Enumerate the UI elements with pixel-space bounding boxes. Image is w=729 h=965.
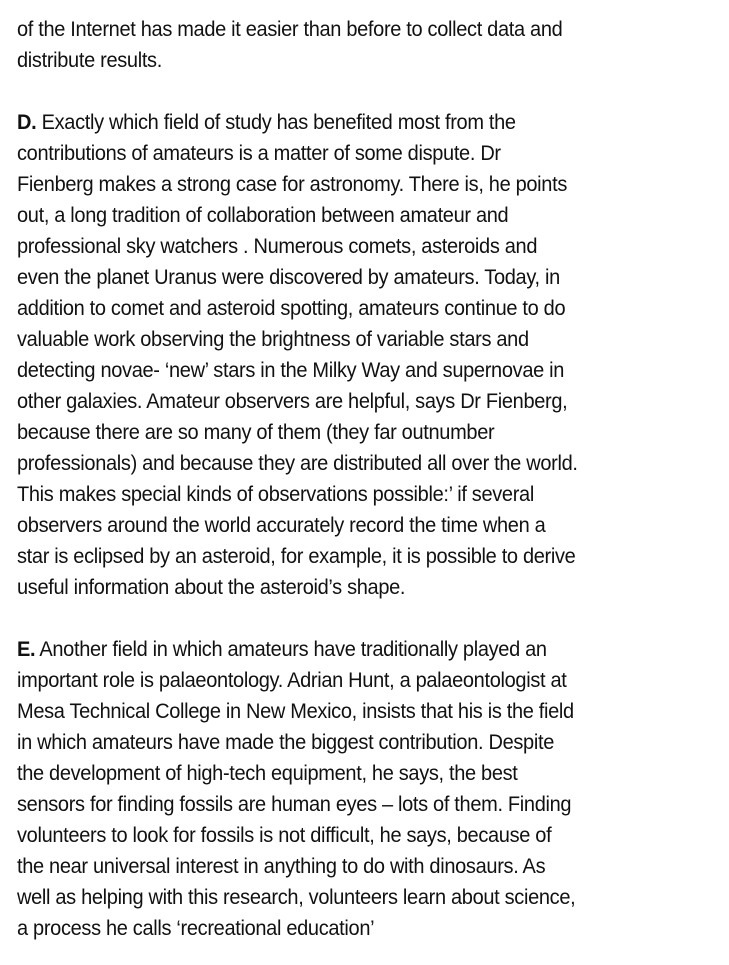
- text-line: contributions of amateurs is a matter of some dispute. Dr: [17, 141, 501, 165]
- text-line: useful information about the asteroid’s shape.: [17, 575, 406, 599]
- text-line: important role is palaeontology. Adrian Hunt, a palaeontologist at: [17, 668, 567, 692]
- text-line: a process he calls ‘recreational education’: [17, 916, 375, 940]
- text-line: well as helping with this research, volunteers learn about science,: [17, 885, 576, 909]
- text-line: even the planet Uranus were discovered by amateurs. Today, in: [17, 265, 560, 289]
- text-span: Exactly which field of study has benefited most from the: [36, 110, 516, 134]
- text-span: Another field in which amateurs have traditionally played an: [35, 637, 547, 661]
- text-line: out, a long tradition of collaboration between amateur and: [17, 203, 509, 227]
- text-line: the development of high-tech equipment, he says, the best: [17, 761, 518, 785]
- text-line: the near universal interest in anything to do with dinosaurs. As: [17, 854, 546, 878]
- text-line: star is eclipsed by an asteroid, for example, it is possible to derive: [17, 544, 576, 568]
- text-line: detecting novae- ‘new’ stars in the Milky Way and supernovae in: [17, 358, 565, 382]
- text-line: professional sky watchers . Numerous comets, asteroids and: [17, 234, 538, 258]
- text-line: [17, 634, 679, 665]
- paragraph-d: [17, 107, 729, 603]
- text-line: [17, 107, 679, 138]
- text-line: because there are so many of them (they far outnumber: [17, 420, 495, 444]
- paragraph-label: D.: [17, 110, 37, 134]
- text-line: other galaxies. Amateur observers are helpful, says Dr Fienberg,: [17, 389, 568, 413]
- text-line: of the Internet has made it easier than before to collect data and: [17, 17, 563, 41]
- document-page: [17, 14, 729, 944]
- text-line: Mesa Technical College in New Mexico, insists that his is the field: [17, 699, 574, 723]
- text-line: in which amateurs have made the biggest contribution. Despite: [17, 730, 555, 754]
- text-line: addition to comet and asteroid spotting, amateurs continue to do: [17, 296, 566, 320]
- intro-paragraph: [17, 14, 729, 76]
- text-line: valuable work observing the brightness of variable stars and: [17, 327, 529, 351]
- text-line: This makes special kinds of observations possible:’ if several: [17, 482, 534, 506]
- text-line: observers around the world accurately record the time when a: [17, 513, 546, 537]
- paragraph-spacer: [17, 76, 729, 107]
- text-line: volunteers to look for fossils is not difficult, he says, because of: [17, 823, 552, 847]
- text-line: sensors for finding fossils are human eyes – lots of them. Finding: [17, 792, 572, 816]
- paragraph-e: [17, 634, 729, 944]
- text-line: professionals) and because they are distributed all over the world.: [17, 451, 578, 475]
- text-line: Fienberg makes a strong case for astronomy. There is, he points: [17, 172, 568, 196]
- paragraph-spacer: [17, 603, 729, 634]
- text-line: distribute results.: [17, 48, 162, 72]
- paragraph-label: E.: [17, 637, 36, 661]
